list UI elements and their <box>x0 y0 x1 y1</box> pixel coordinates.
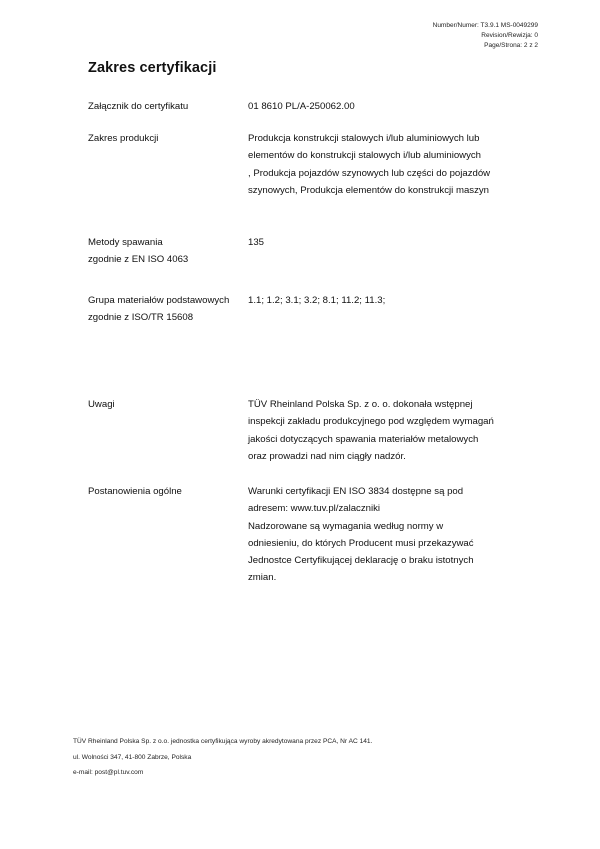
field-label: Uwagi <box>88 399 115 410</box>
field-row-production-scope <box>88 130 528 199</box>
document-header <box>433 21 538 51</box>
field-row-welding-methods <box>88 234 528 269</box>
field-value: TÜV Rheinland Polska Sp. z o. o. dokonała wstępnej inspekcji zakładu produkcyjnego pod względem wymagań jakości dotyczących spawania materiałów metalowych oraz prowadzi nad nim ciągły nadzór. <box>248 399 494 462</box>
field-label: Metody spawania zgodnie z EN ISO 4063 <box>88 237 189 266</box>
document-revision: Revision/Rewizja: 0 <box>481 32 538 39</box>
field-row-certificate-attachment <box>88 98 528 115</box>
field-label: Postanowienia ogólne <box>88 486 182 497</box>
page-number: Page/Strona: 2 z 2 <box>484 42 538 49</box>
field-label: Zakres produkcji <box>88 133 159 144</box>
field-row-material-groups <box>88 292 528 327</box>
field-value: 135 <box>248 237 265 248</box>
field-value: 01 8610 PL/A-250062.00 <box>248 101 355 112</box>
field-row-remarks <box>88 396 528 465</box>
footer-email-line: e-mail: post@pl.tuv.com <box>73 769 144 776</box>
page-title: Zakres certyfikacji <box>88 60 217 76</box>
field-label: Grupa materiałów podstawowych zgodnie z ISO/TR 15608 <box>88 295 230 324</box>
footer-company-line: TÜV Rheinland Polska Sp. z o.o. jednostka certyfikująca wyroby akredytowana przez PCA, Nr AC 141. <box>73 738 373 745</box>
document-number: Number/Numer: T3.9.1 MS-0049299 <box>432 22 538 29</box>
footer-address-line: ul. Wolności 347, 41-800 Zabrze, Polska <box>73 753 192 761</box>
field-value: Warunki certyfikacji EN ISO 3834 dostępne są pod adresem: www.tuv.pl/zalaczniki Nadzorowane są wymagania według normy w odniesieniu, do których Producent musi przekazywać Jednostce Certyfikującej deklarację o braku istotnych zmian. <box>248 486 474 584</box>
field-label: Załącznik do certyfikatu <box>88 101 189 112</box>
document-footer <box>73 734 372 781</box>
field-value: Produkcja konstrukcji stalowych i/lub aluminiowych lub elementów do konstrukcji stalowych i/lub aluminiowych , Produkcja pojazdów szynowych lub części do pojazdów szynowych, Produkcja elementów do konstrukcji maszyn <box>248 133 491 196</box>
field-row-general-provisions <box>88 483 528 587</box>
field-value: 1.1; 1.2; 3.1; 3.2; 8.1; 11.2; 11.3; <box>248 295 386 306</box>
